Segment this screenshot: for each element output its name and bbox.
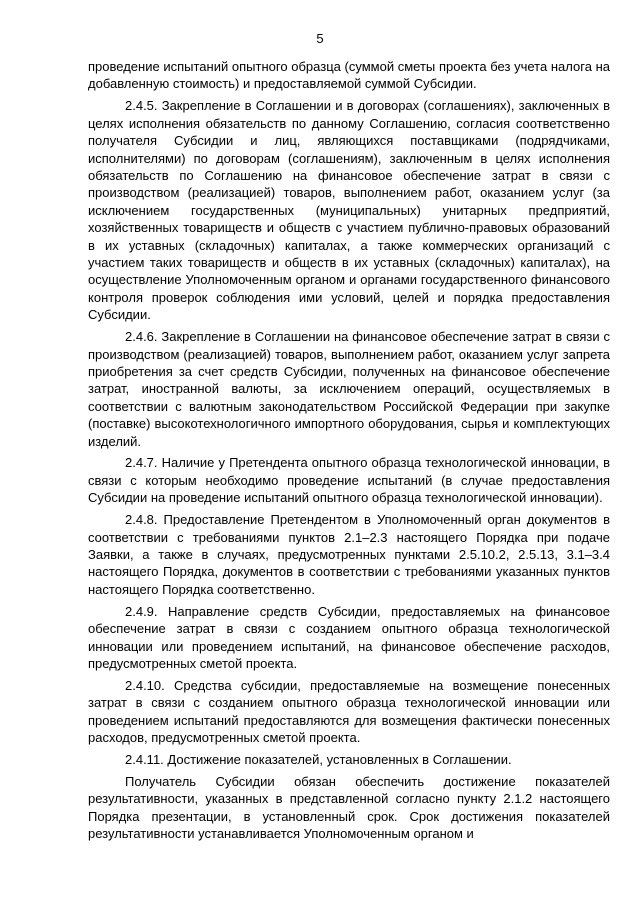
paragraph-recipient-obligation: Получатель Субсидии обязан обеспечить достижение показателей результативности, указанных в представленной согласно пункту 2.1.2 настоящего Порядка презентации, в установленный срок. Срок достижения показателей результативности устанавливается Уполномоченным органом и (88, 773, 610, 842)
paragraph-2-4-6: 2.4.6. Закрепление в Соглашении на финансовое обеспечение затрат в связи с производством (реализацией) товаров, выполнением работ, оказанием услуг запрета приобретения за счет средств Субсидии, полученных на финансовое обеспечение затрат, иностранной валюты, за исключением операций, осуществляемых в соответствии с валютным законодательством Российской Федерации при закупке (поставке) высокотехнологичного импортного оборудования, сырья и комплектующих изделий. (88, 329, 610, 449)
paragraph-2-4-8: 2.4.8. Предоставление Претендентом в Уполномоченный орган документов в соответствии с требованиями пунктов 2.1–2.3 настоящего Порядка при подаче Заявки, а также в случаях, предусмотренных пунктами 2.5.10.2, 2.5.13, 3.1–3.4 настоящего Порядка, документов в соответствии с требованиями указанных пунктов настоящего Порядка соответственно. (88, 512, 610, 597)
page-number: 5 (316, 31, 324, 46)
paragraph-continuation: проведение испытаний опытного образца (суммой сметы проекта без учета налога на добавленную стоимость) и предоставляемой суммой Субсидии. (88, 59, 610, 92)
paragraph-2-4-5: 2.4.5. Закрепление в Соглашении и в договорах (соглашениях), заключенных в целях исполнения обязательств по данному Соглашению, согласия соответственно получателя Субсидии и лиц, являющихся поставщиками (подрядчиками, исполнителями) по договорам (соглашениям), заключенным в целях исполнения обязательств по Соглашению на финансовое обеспечение затрат в связи с производством (реализацией) товаров, выполнением работ, оказанием услуг (за исключением государственных (муниципальных) унитарных предприятий, хозяйственных товариществ и обществ с участием публично-правовых образований в их уставных (складочных) капиталах, а также коммерческих организаций с участием таких товариществ и обществ в их уставных (складочных) капиталах), на осуществление Уполномоченным органом и органами государственного финансового контроля проверок соблюдения ими условий, целей и порядка предоставления Субсидии. (88, 98, 610, 323)
paragraph-2-4-11: 2.4.11. Достижение показателей, установленных в Соглашении. (125, 751, 512, 767)
paragraph-2-4-10: 2.4.10. Средства субсидии, предоставляемые на возмещение понесенных затрат в связи с созданием опытного образца технологической инновации или проведением испытаний предоставляются для возмещения фактически понесенных расходов, предусмотренных сметой проекта. (88, 677, 610, 746)
document-body (88, 58, 610, 847)
paragraph-2-4-7: 2.4.7. Наличие у Претендента опытного образца технологической инновации, в связи с которым необходимо проведение испытаний (в случае предоставления Субсидии на проведение испытаний опытного образца технологической инновации). (88, 455, 610, 506)
paragraph-2-4-9: 2.4.9. Направление средств Субсидии, предоставляемых на финансовое обеспечение затрат в связи с созданием опытного образца технологической инновации или проведением испытаний, на финансовое обеспечение расходов, предусмотренных сметой проекта. (88, 603, 610, 671)
